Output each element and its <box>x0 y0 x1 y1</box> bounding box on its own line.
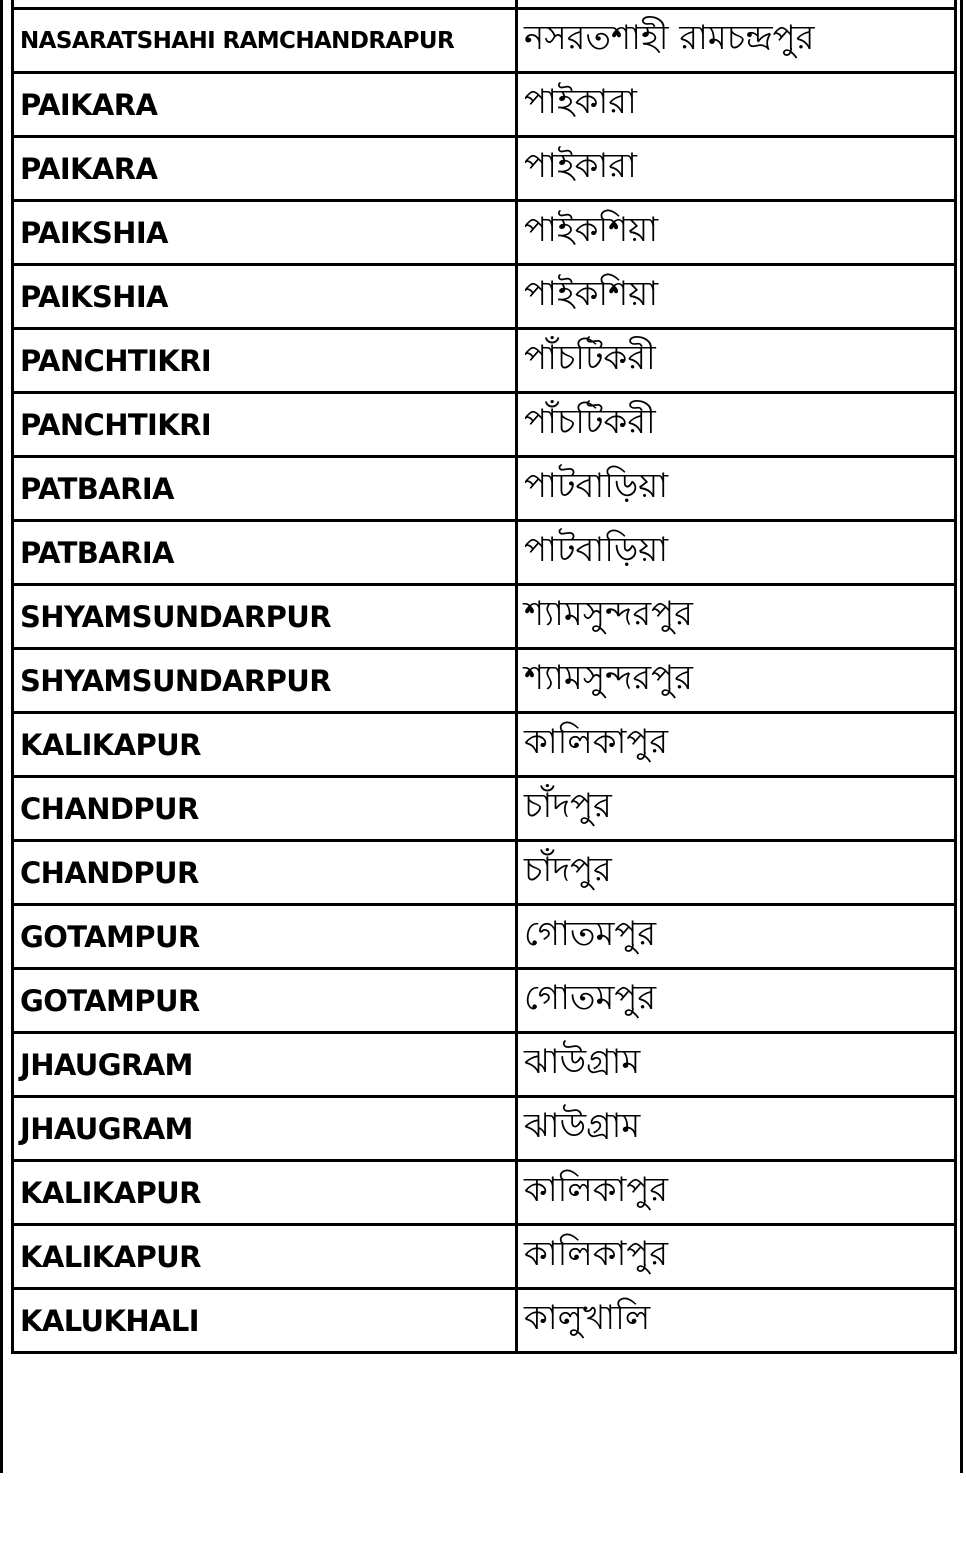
table-row <box>13 201 956 265</box>
bengali-name-cell: পাইকারা <box>517 137 956 201</box>
english-name-cell: KALIKAPUR <box>13 713 517 777</box>
english-name-cell: PAIKSHIA <box>13 265 517 329</box>
bengali-name-cell: চাঁদপুর <box>517 777 956 841</box>
english-name-cell: KALIKAPUR <box>13 1225 517 1289</box>
bengali-name-cell: শ্যামসুন্দরপুর <box>517 585 956 649</box>
bengali-name-cell: পাইকারা <box>517 73 956 137</box>
english-name-cell: GOTAMPUR <box>13 905 517 969</box>
bengali-name-cell: ঝাউগ্রাম <box>517 1097 956 1161</box>
bengali-name-cell: পাইকশিয়া <box>517 201 956 265</box>
table-row <box>13 9 956 73</box>
table-row <box>13 649 956 713</box>
bengali-name-cell: নসরতশাহী রামচন্দ্রপুর <box>517 9 956 73</box>
english-name-cell: PANCHTIKRI <box>13 393 517 457</box>
table-row <box>13 713 956 777</box>
table-row <box>13 1097 956 1161</box>
table-row <box>13 841 956 905</box>
bengali-name-cell: কালুখালি <box>517 1289 956 1353</box>
cut-off-header-cell-bengali <box>517 0 956 9</box>
cut-off-header-row <box>13 0 956 9</box>
bengali-name-cell: পাঁচটিকরী <box>517 393 956 457</box>
english-name-cell: PATBARIA <box>13 457 517 521</box>
village-name-table <box>11 0 957 1354</box>
table-row <box>13 777 956 841</box>
english-name-cell: PAIKSHIA <box>13 201 517 265</box>
english-name-cell: CHANDPUR <box>13 841 517 905</box>
english-name-cell: NASARATSHAHI RAMCHANDRAPUR <box>13 9 517 73</box>
bengali-name-cell: কালিকাপুর <box>517 1225 956 1289</box>
english-name-cell: SHYAMSUNDARPUR <box>13 649 517 713</box>
bengali-name-cell: গোতমপুর <box>517 905 956 969</box>
english-name-cell: PATBARIA <box>13 521 517 585</box>
table-row <box>13 457 956 521</box>
bengali-name-cell: পাইকশিয়া <box>517 265 956 329</box>
table-row <box>13 1161 956 1225</box>
english-name-cell: PANCHTIKRI <box>13 329 517 393</box>
english-name-cell: JHAUGRAM <box>13 1033 517 1097</box>
bengali-name-cell: পাটবাড়িয়া <box>517 521 956 585</box>
table-row <box>13 329 956 393</box>
table-row <box>13 521 956 585</box>
english-name-cell: PAIKARA <box>13 137 517 201</box>
table-row <box>13 1033 956 1097</box>
english-name-cell: KALIKAPUR <box>13 1161 517 1225</box>
bengali-name-cell: কালিকাপুর <box>517 1161 956 1225</box>
english-name-cell: SHYAMSUNDARPUR <box>13 585 517 649</box>
table-body <box>13 0 956 1353</box>
table-row <box>13 137 956 201</box>
english-name-cell: CHANDPUR <box>13 777 517 841</box>
table-row <box>13 905 956 969</box>
table-row <box>13 969 956 1033</box>
table-row <box>13 585 956 649</box>
table-row <box>13 1289 956 1353</box>
table-row <box>13 393 956 457</box>
bengali-name-cell: শ্যামসুন্দরপুর <box>517 649 956 713</box>
bengali-name-cell: কালিকাপুর <box>517 713 956 777</box>
english-name-cell: JHAUGRAM <box>13 1097 517 1161</box>
cut-off-header-cell-english <box>13 0 517 9</box>
bengali-name-cell: চাঁদপুর <box>517 841 956 905</box>
english-name-cell: GOTAMPUR <box>13 969 517 1033</box>
table-row <box>13 73 956 137</box>
bengali-name-cell: গোতমপুর <box>517 969 956 1033</box>
bengali-name-cell: পাঁচটিকরী <box>517 329 956 393</box>
english-name-cell: PAIKARA <box>13 73 517 137</box>
table-row <box>13 1225 956 1289</box>
english-name-cell: KALUKHALI <box>13 1289 517 1353</box>
table-row <box>13 265 956 329</box>
bengali-name-cell: ঝাউগ্রাম <box>517 1033 956 1097</box>
bengali-name-cell: পাটবাড়িয়া <box>517 457 956 521</box>
